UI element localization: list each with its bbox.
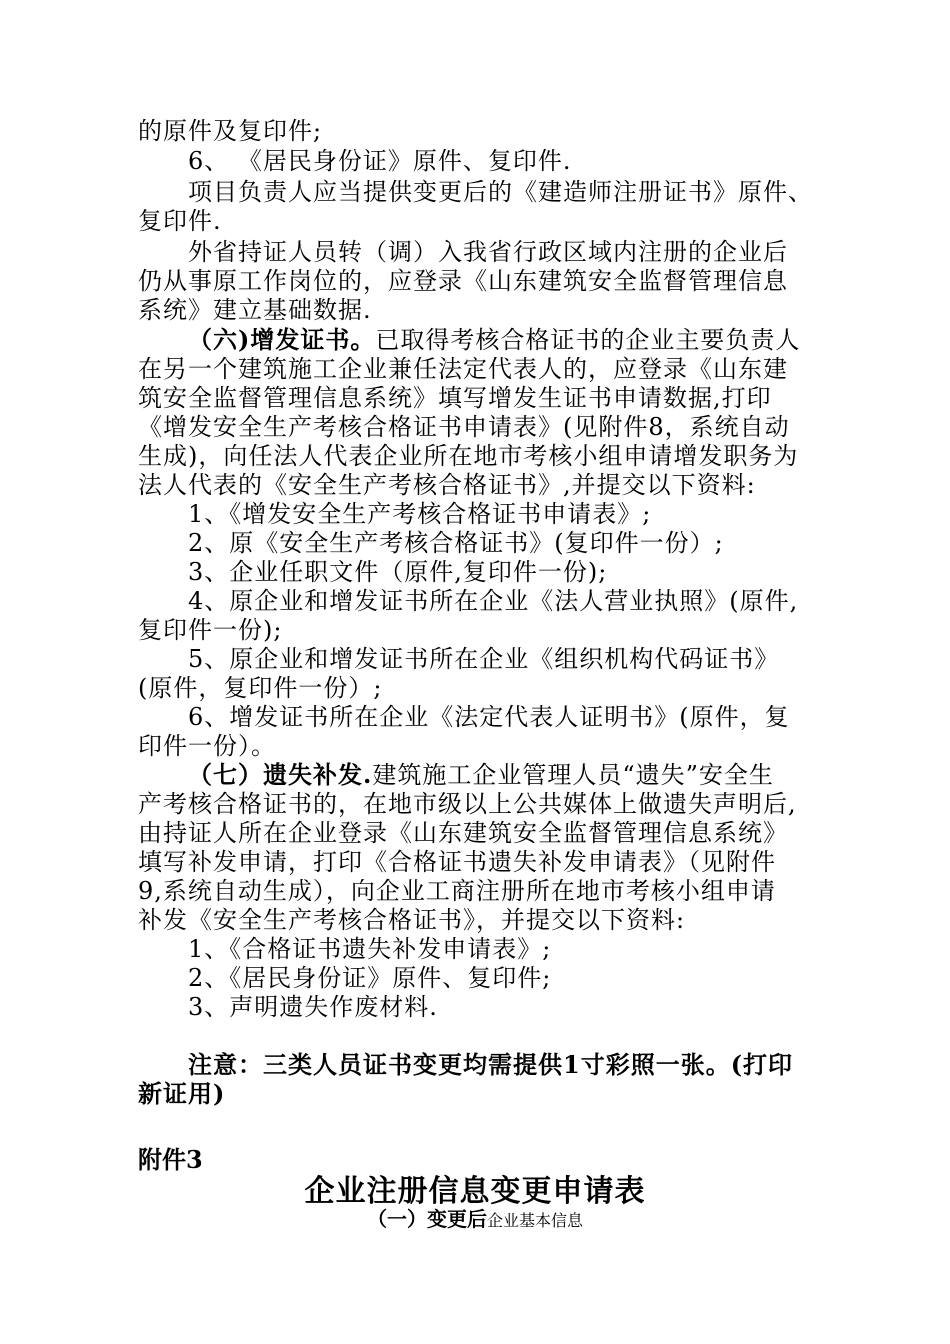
list-item: 4、原企业和增发证书所在企业《法人营业执照》(原件, bbox=[188, 587, 799, 615]
text-line: 由持证人所在企业登录《山东建筑安全监督管理信息系统》 bbox=[138, 819, 788, 847]
list-item: 1、《合格证书遗失补发申请表》; bbox=[188, 935, 552, 963]
text-line: 法人代表的《安全生产考核合格证书》,并提交以下资料: bbox=[138, 471, 756, 499]
text-line: 复印件. bbox=[138, 207, 222, 235]
form-section-title bbox=[0, 1203, 950, 1232]
attachment-label: 附件3 bbox=[138, 1145, 203, 1174]
section-six-heading-line bbox=[188, 326, 818, 354]
text-line: 在另一个建筑施工企业兼任法定代表人的，应登录《山东建 bbox=[138, 355, 788, 383]
text-line: 印件一份）。 bbox=[138, 732, 276, 760]
section-heading: （六)增发证书。 bbox=[188, 325, 376, 354]
text-line: 项目负责人应当提供变更后的《建造师注册证书》原件、 bbox=[188, 178, 813, 206]
note-line: 新证用) bbox=[138, 1079, 226, 1108]
section-prefix: （一）变更后 bbox=[366, 1207, 487, 1231]
text-line: 外省持证人员转（调）入我省行政区域内注册的企业后 bbox=[188, 238, 788, 266]
section-body-text: 已取得考核合格证书的企业主要负责人 bbox=[375, 326, 801, 354]
text-line: 仍从事原工作岗位的，应登录《山东建筑安全监督管理信息 bbox=[138, 267, 788, 295]
form-title: 企业注册信息变更申请表 bbox=[304, 1174, 646, 1209]
list-item: 3、声明遗失作废材料. bbox=[188, 993, 438, 1021]
text-line: 《增发安全生产考核合格证书申请表》(见附件8，系统自动 bbox=[138, 413, 790, 441]
list-item: 2、原《安全生产考核合格证书》(复印件一份）; bbox=[188, 529, 724, 557]
section-body-text: 建筑施工企业管理人员“遗失”安全生 bbox=[372, 761, 774, 789]
text-line: 填写补发申请，打印《合格证书遗失补发申请表》（见附件 bbox=[138, 848, 776, 876]
text-line: (原件，复印件一份）; bbox=[138, 674, 383, 702]
text-line: 筑安全监督管理信息系统》填写增发生证书申请数据,打印 bbox=[138, 384, 772, 412]
note-line: 注意：三类人员证书变更均需提供1寸彩照一张。(打印 bbox=[188, 1050, 794, 1079]
text-line: 6、 《居民身份证》原件、复印件. bbox=[188, 147, 572, 175]
text-line: 生成)，向任法人代表企业所在地市考核小组申请增发职务为 bbox=[138, 442, 799, 470]
text-line: 9,系统自动生成），向企业工商注册所在地市考核小组申请 bbox=[138, 877, 776, 905]
text-line: 补发《安全生产考核合格证书》，并提交以下资料: bbox=[138, 906, 686, 934]
list-item: 1、《增发安全生产考核合格证书申请表》; bbox=[188, 500, 652, 528]
section-suffix: 企业基本信息 bbox=[486, 1211, 583, 1230]
list-item: 2、《居民身份证》原件、复印件; bbox=[188, 964, 552, 992]
text-line: 复印件一份); bbox=[138, 616, 283, 644]
text-line: 产考核合格证书的，在地市级以上公共媒体上做遗失声明后, bbox=[138, 790, 797, 818]
text-line: 的原件及复印件; bbox=[138, 117, 323, 145]
list-item: 6、增发证书所在企业《法定代表人证明书》(原件，复 bbox=[188, 703, 790, 731]
text-line: 系统》建立基础数据. bbox=[138, 296, 372, 324]
list-item: 5、原企业和增发证书所在企业《组织机构代码证书》 bbox=[188, 645, 780, 673]
section-heading: （七）遗失补发. bbox=[188, 760, 373, 789]
list-item: 3、企业任职文件（原件,复印件一份); bbox=[188, 558, 608, 586]
section-seven-heading-line bbox=[188, 761, 818, 789]
